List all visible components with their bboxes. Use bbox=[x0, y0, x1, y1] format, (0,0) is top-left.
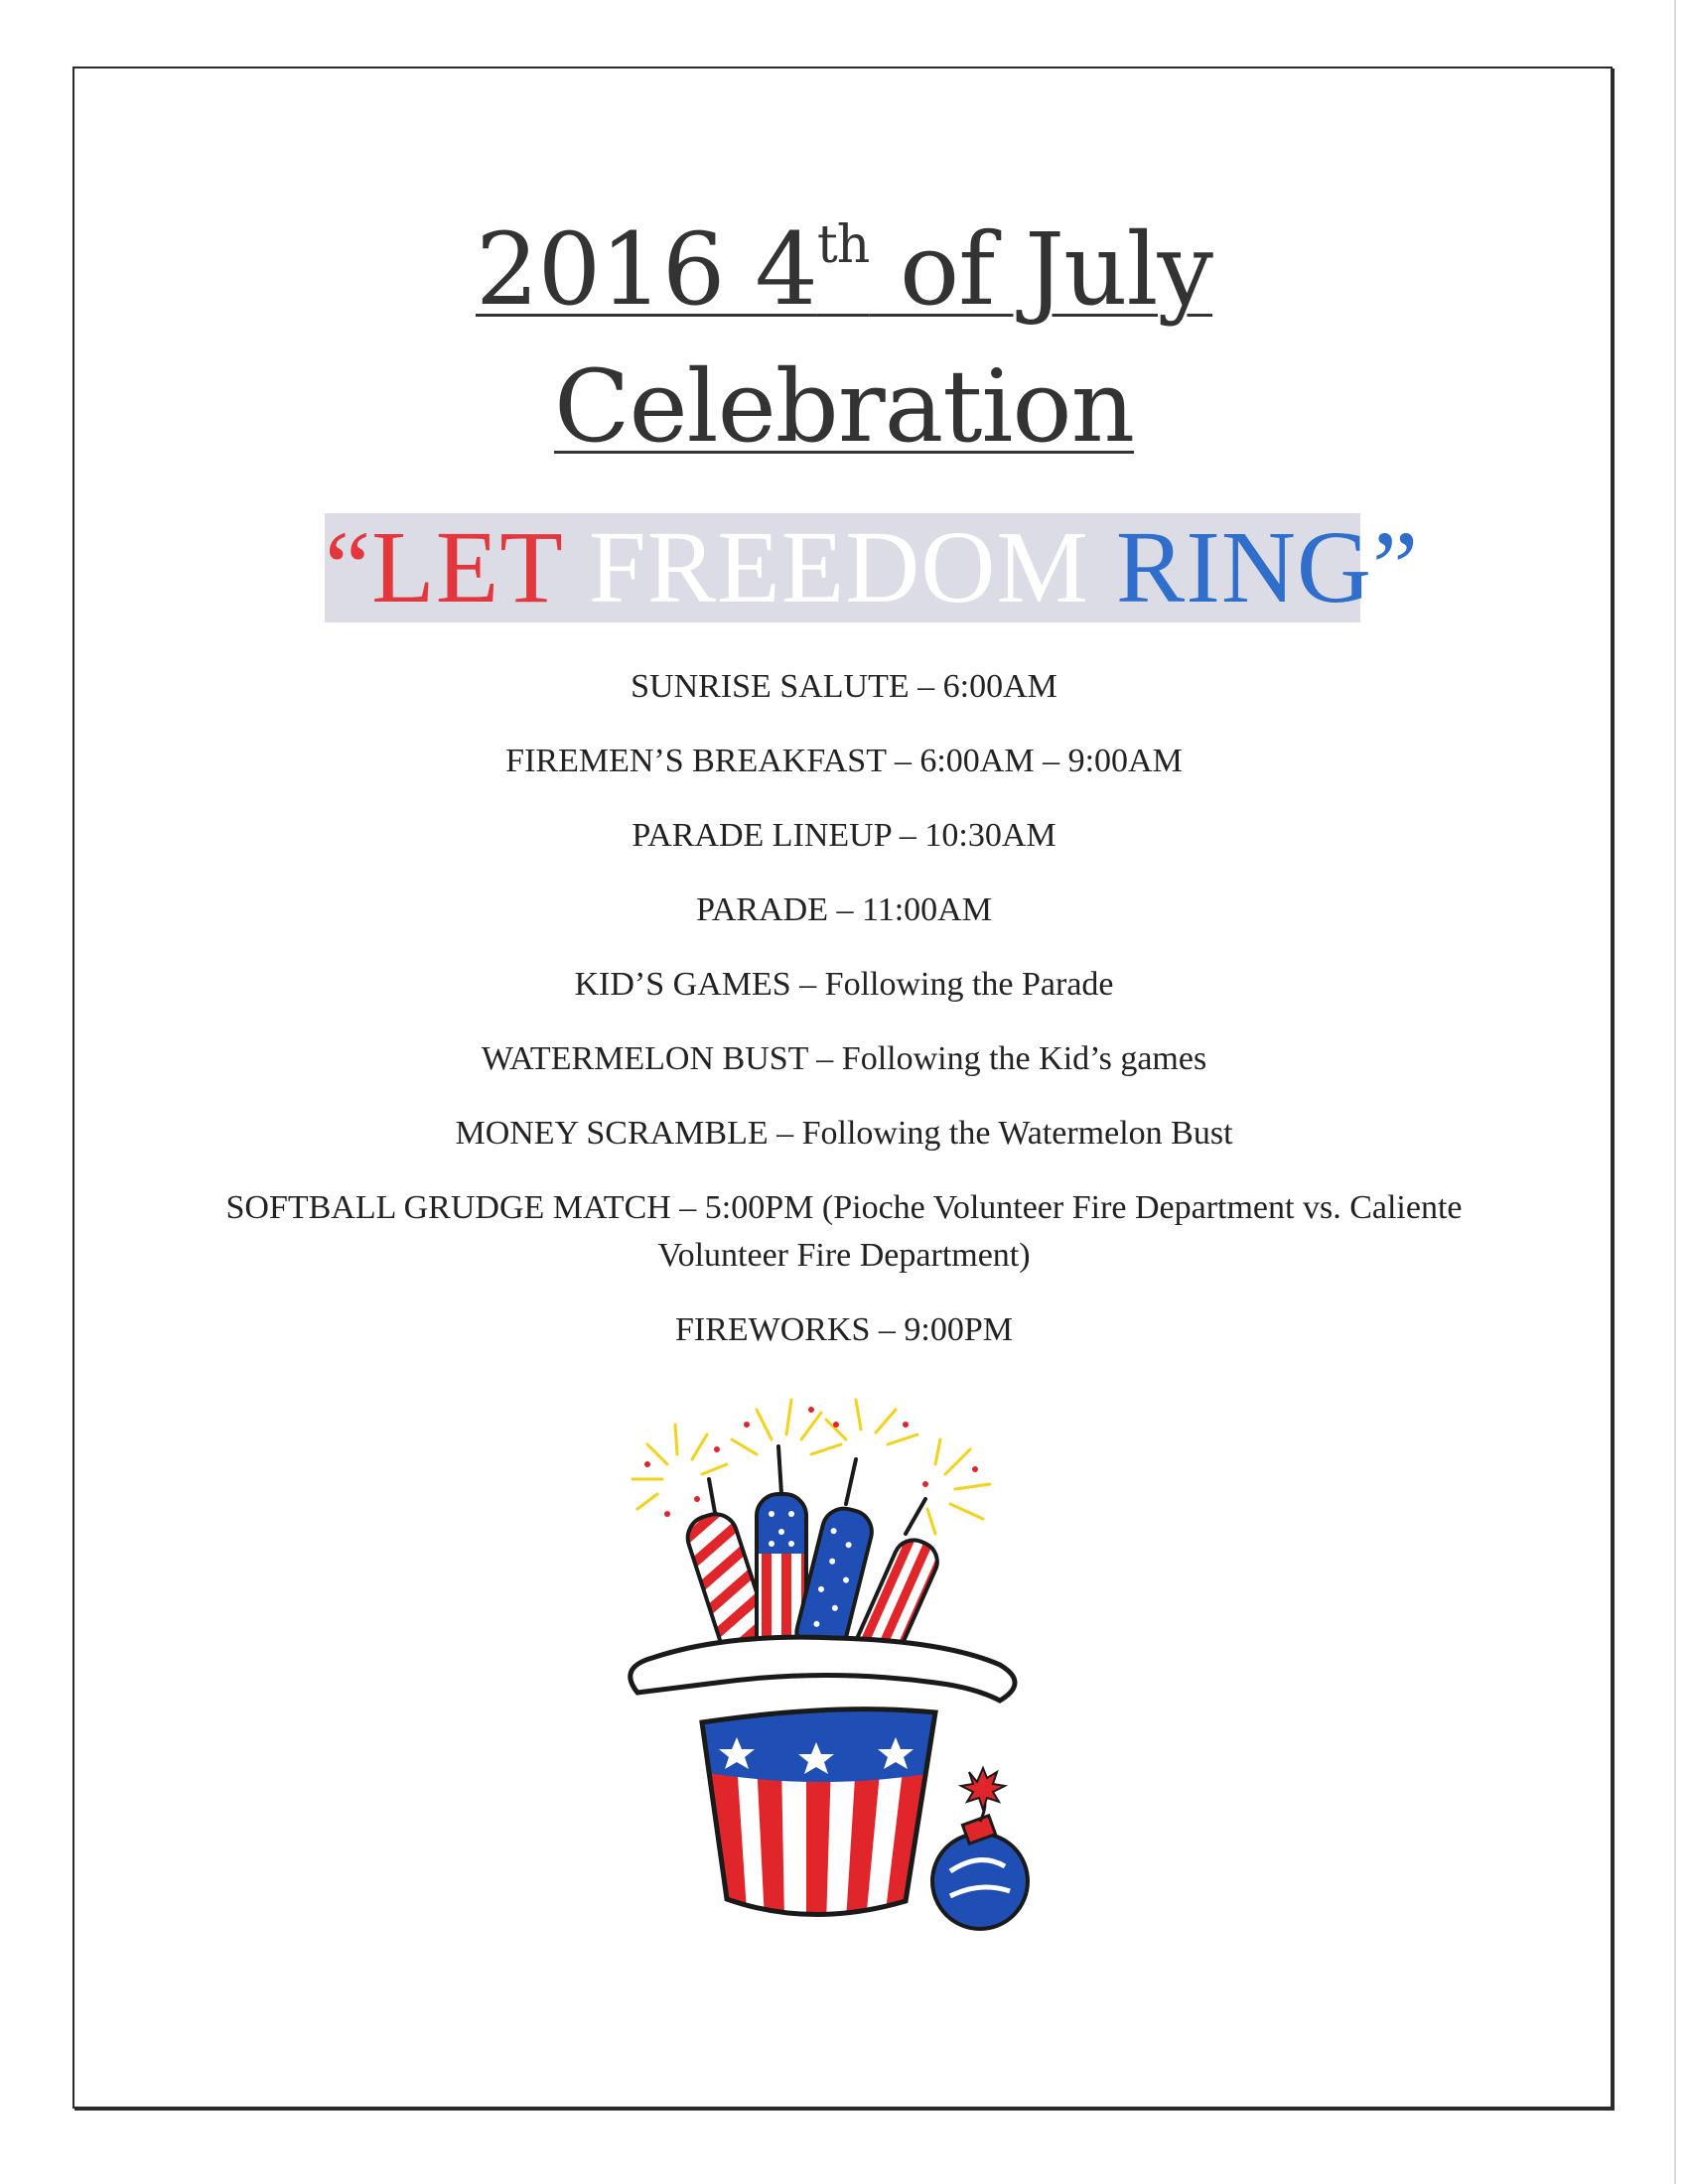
fuse-icon bbox=[709, 1446, 925, 1534]
bomb-firecracker-icon bbox=[932, 1768, 1028, 1929]
schedule-item: SUNRISE SALUTE – 6:00AM bbox=[631, 668, 1057, 705]
title-ordinal-suffix: th bbox=[816, 215, 870, 275]
slogan-word-ring: RING” bbox=[1115, 510, 1420, 624]
schedule-item: MONEY SCRAMBLE – Following the Watermelon Bust bbox=[455, 1115, 1233, 1152]
schedule-item: PARADE – 11:00AM bbox=[696, 891, 992, 928]
title-celebration: Celebration bbox=[553, 348, 1135, 465]
schedule-item: FIREWORKS – 9:00PM bbox=[674, 1311, 1014, 1348]
schedule-item: KID’S GAMES – Following the Parade bbox=[574, 966, 1114, 1003]
sparkle-bursts-icon bbox=[633, 1400, 990, 1534]
event-schedule bbox=[119, 663, 1569, 1381]
title-year-and-day: 2016 4 bbox=[475, 211, 817, 328]
title-line-1 bbox=[0, 211, 1688, 328]
title-line-2 bbox=[0, 348, 1688, 465]
fireworks-hat-illustration bbox=[608, 1385, 1064, 1951]
schedule-item: PARADE LINEUP – 10:30AM bbox=[632, 817, 1056, 854]
sparkle-dots-icon bbox=[644, 1407, 978, 1517]
slogan-word-freedom: FREEDOM bbox=[588, 510, 1089, 624]
title-line-1-text bbox=[476, 211, 1212, 328]
schedule-item: SOFTBALL GRUDGE MATCH – 5:00PM (Pioche Volunteer Fire Department vs. Caliente Volunteer Fire Department) bbox=[225, 1189, 1463, 1274]
scan-edge bbox=[1674, 0, 1676, 2184]
schedule-item: WATERMELON BUST – Following the Kid’s games bbox=[481, 1040, 1207, 1077]
slogan-banner bbox=[325, 510, 1420, 624]
slogan-word-let: “LET bbox=[325, 510, 562, 624]
schedule-item: FIREMEN’S BREAKFAST – 6:00AM – 9:00AM bbox=[505, 743, 1183, 779]
title-month: of July bbox=[869, 211, 1213, 328]
